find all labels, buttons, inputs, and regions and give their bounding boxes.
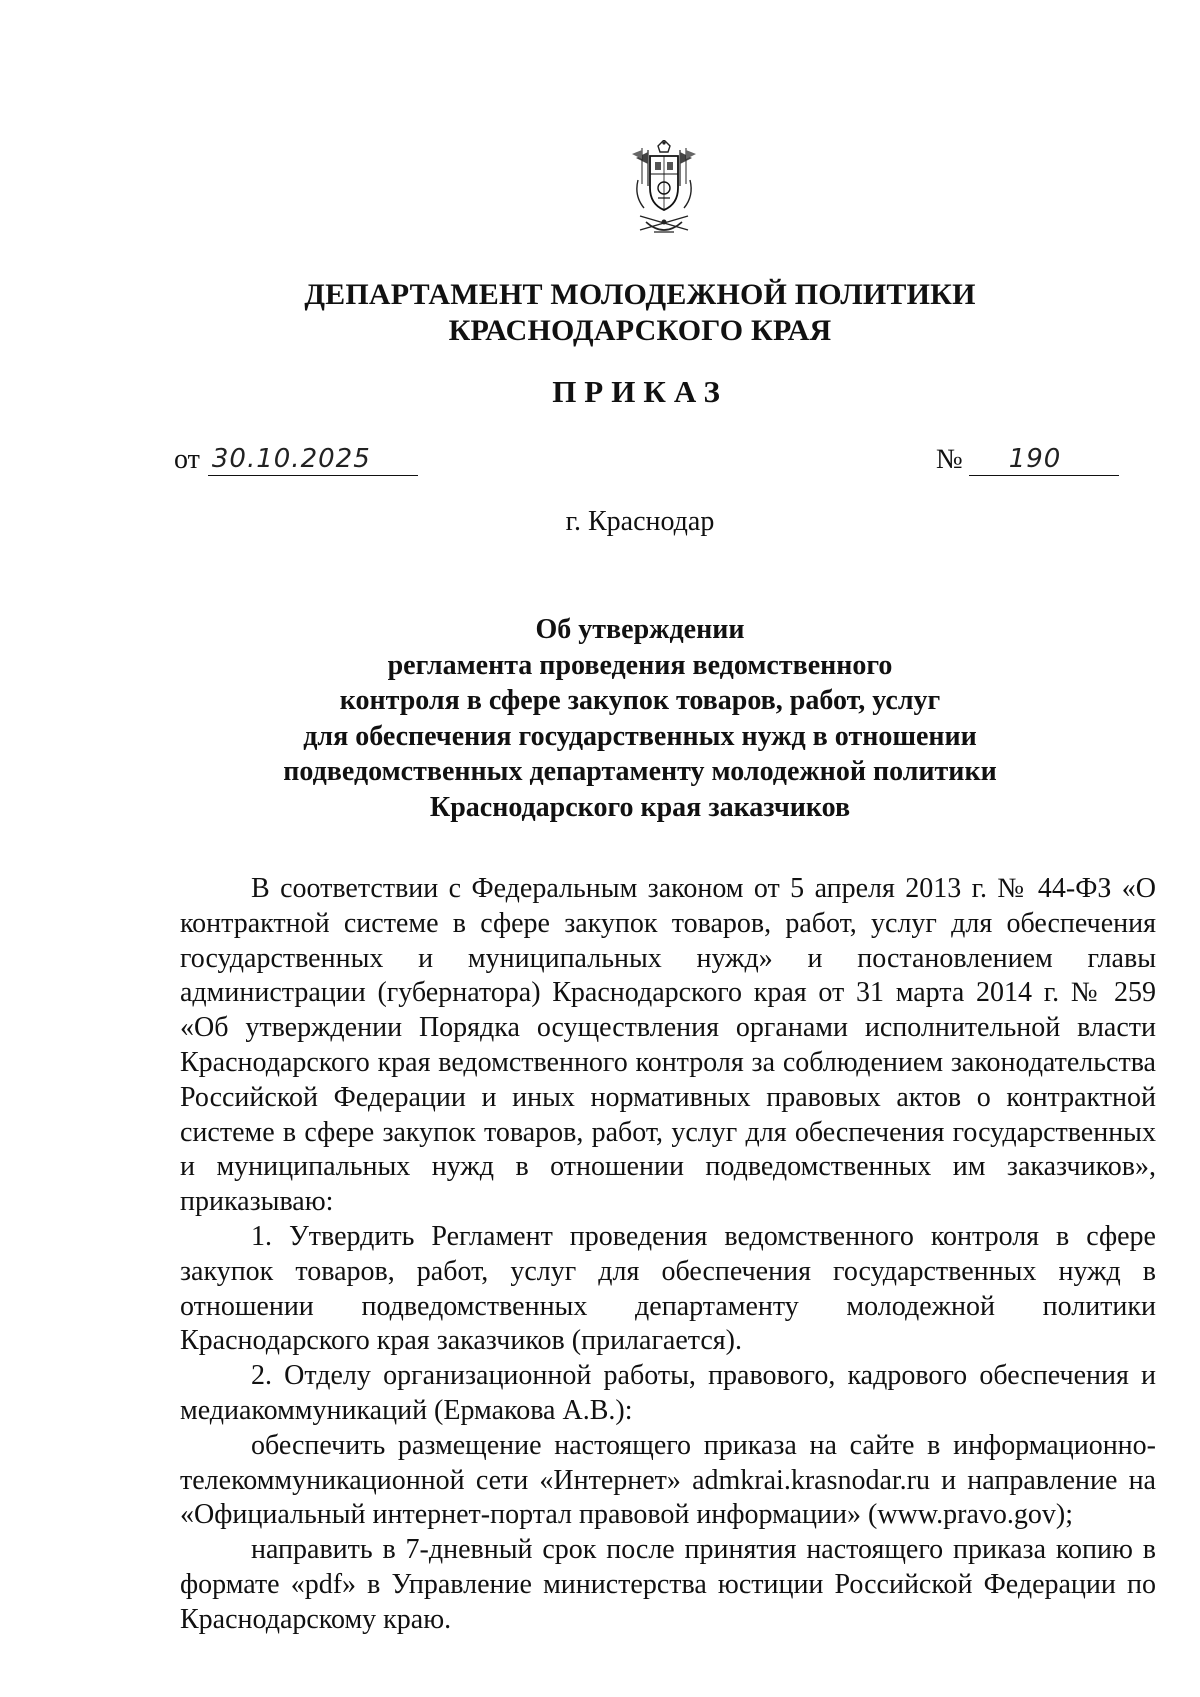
date-prefix: от bbox=[174, 444, 200, 475]
subject-line: подведомственных департаменту молодежной политики bbox=[283, 756, 997, 787]
subject-line: контроля в сфере закупок товаров, работ, услуг bbox=[339, 685, 941, 716]
body-paragraph: 2. Отделу организационной работы, правового, кадрового обеспечения и медиакоммуникаций (Ермакова А.В.): bbox=[180, 1360, 1156, 1426]
coat-of-arms-icon bbox=[628, 140, 700, 240]
subject-line: Об утверждении bbox=[535, 614, 745, 645]
body-paragraph: 1. Утвердить Регламент проведения ведомственного контроля в сфере закупок товаров, работ, услуг для обеспечения государственных нужд в отношении подведомственных департаменту молодежной политики Краснодарского края заказчиков (прилагается). bbox=[180, 1220, 1156, 1357]
city-name: г. Краснодар bbox=[565, 506, 715, 537]
number-prefix: № bbox=[936, 444, 963, 475]
date-value: 30.10.2025 bbox=[208, 444, 418, 476]
department-name-line2: КРАСНОДАРСКОГО КРАЯ bbox=[448, 314, 832, 347]
subject-line: Краснодарского края заказчиков bbox=[429, 791, 851, 823]
number-value: 190 bbox=[969, 444, 1119, 476]
document-subject bbox=[40, 612, 1200, 825]
number-field bbox=[936, 444, 1119, 476]
body-paragraph: обеспечить размещение настоящего приказа на сайте в информационно-телекоммуникационной сети «Интернет» admkrai.krasnodar.ru и направление на «Официальный интернет-портал правовой информации» (www.pravo.gov); bbox=[180, 1429, 1156, 1531]
date-field bbox=[174, 444, 418, 476]
body-paragraph: В соответствии с Федеральным законом от 5 апреля 2013 г. № 44-ФЗ «О контрактной системе в сфере закупок товаров, работ, услуг для обеспечения государственных и муниципальных нужд» и постановлением главы администрации (губернатора) Краснодарского края от 31 марта 2014 г. № 259 «Об утверждении Порядка осуществления органами исполнительной власти Краснодарского края ведомственного контроля за соблюдением законодательства Российской Федерации и иных нормативных правовых актов о контрактной системе в сфере закупок товаров, работ, услуг для обеспечения государственных и муниципальных нужд в отношении подведомственных им заказчиков», приказываю: bbox=[180, 873, 1156, 1218]
document-type-title: ПРИКАЗ bbox=[552, 374, 728, 409]
document-body bbox=[180, 872, 1156, 1638]
department-name-line1: ДЕПАРТАМЕНТ МОЛОДЕЖНОЙ ПОЛИТИКИ bbox=[304, 278, 976, 311]
body-paragraph: направить в 7-дневный срок после принятия настоящего приказа копию в формате «pdf» в Управление министерства юстиции Российской Федерации по Краснодарскому краю. bbox=[180, 1534, 1156, 1635]
subject-line: регламента проведения ведомственного bbox=[387, 649, 893, 681]
subject-line: для обеспечения государственных нужд в отношении bbox=[303, 720, 977, 752]
